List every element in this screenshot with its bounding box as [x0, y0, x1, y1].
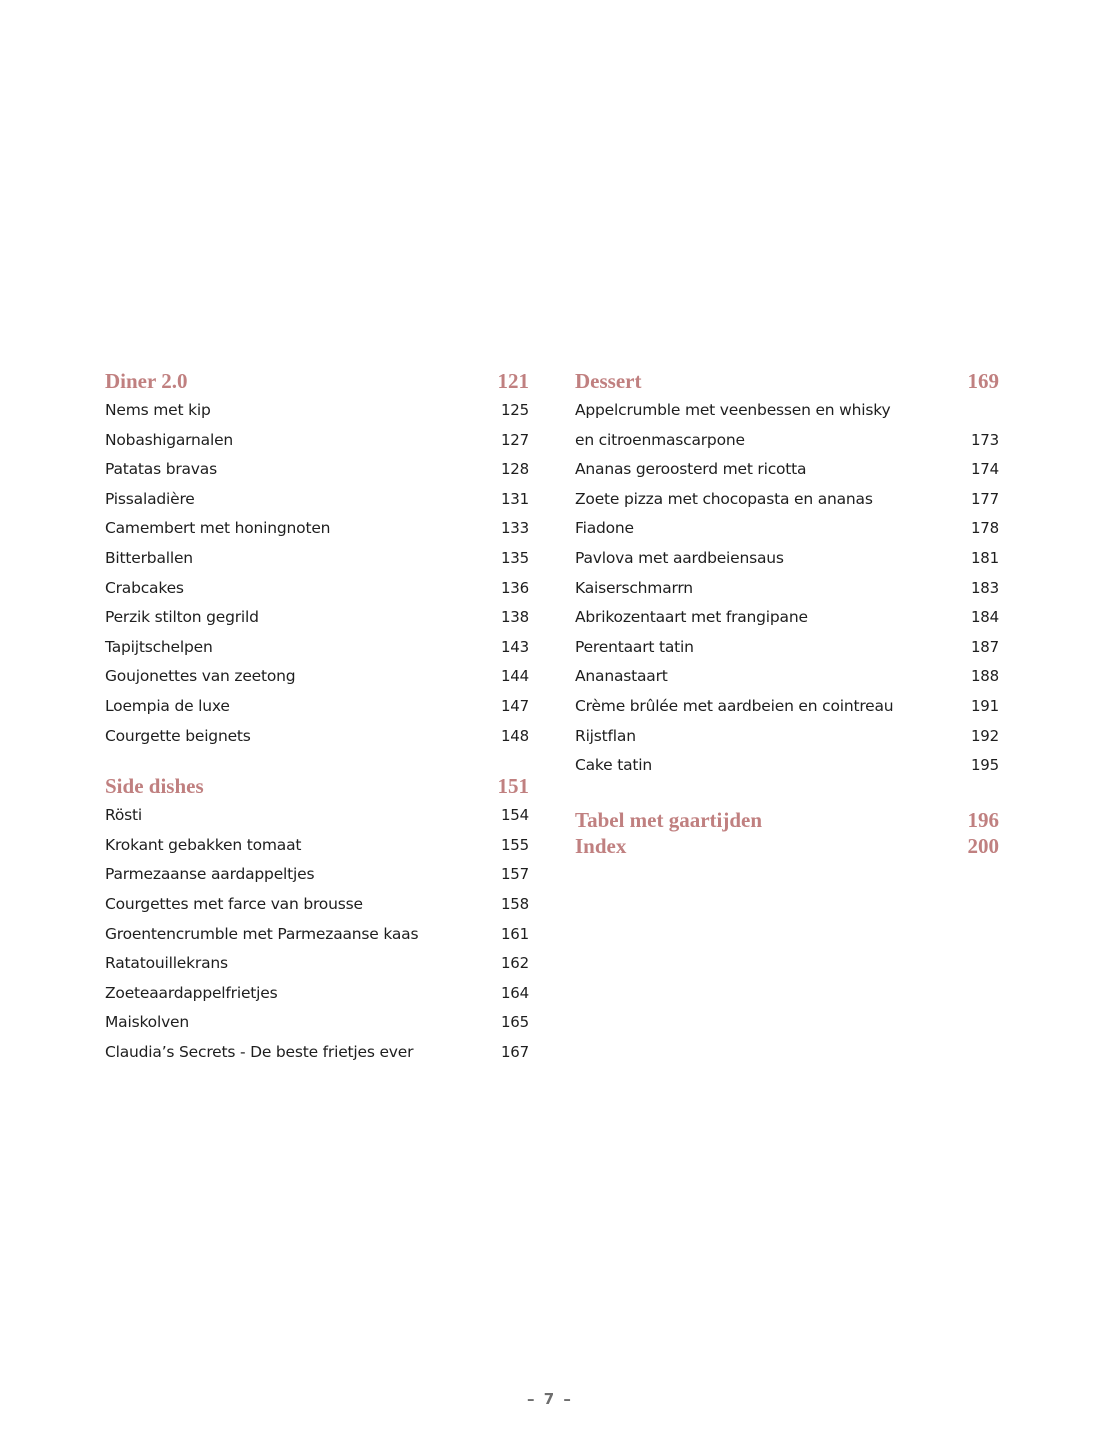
- toc-entry[interactable]: [105, 485, 529, 515]
- toc-entry-title: Bitterballen: [105, 548, 193, 567]
- toc-entry[interactable]: [575, 426, 999, 456]
- toc-entry[interactable]: [105, 426, 529, 456]
- toc-entry-page-number: 138: [500, 608, 529, 627]
- toc-entry[interactable]: [105, 1038, 529, 1068]
- toc-entry-title: Patatas bravas: [105, 460, 217, 479]
- toc-entry-title: Rijstflan: [575, 726, 636, 745]
- toc-entry-page-number: 184: [970, 608, 999, 627]
- toc-entry-page-number: 178: [970, 519, 999, 538]
- toc-entry-page-number: 165: [500, 1013, 529, 1032]
- toc-entry[interactable]: [105, 662, 529, 692]
- toc-entry-title: Ananas geroosterd met ricotta: [575, 460, 807, 479]
- toc-entry-title: Crabcakes: [105, 578, 184, 597]
- toc-entry-page-number: 128: [500, 460, 529, 479]
- toc-entry-page-number: 155: [500, 835, 529, 854]
- toc-entry[interactable]: [575, 751, 999, 781]
- section-spacer: [105, 751, 529, 771]
- toc-entry[interactable]: [105, 949, 529, 979]
- toc-entry-page-number: 191: [970, 696, 999, 715]
- toc-entry-page-number: 127: [500, 430, 529, 449]
- toc-entry[interactable]: [105, 633, 529, 663]
- toc-entry[interactable]: [105, 890, 529, 920]
- toc-entry-title: Ratatouillekrans: [105, 954, 228, 973]
- toc-left-column: [105, 366, 529, 1067]
- toc-entry[interactable]: [575, 574, 999, 604]
- toc-entry-title: Goujonettes van zeetong: [105, 667, 296, 686]
- section-page-number: 169: [967, 369, 999, 393]
- section-heading[interactable]: [105, 771, 529, 801]
- toc-entry-title: Rösti: [105, 806, 143, 825]
- toc-entry[interactable]: [575, 633, 999, 663]
- toc-right-column: [575, 366, 999, 859]
- toc-entry[interactable]: [105, 455, 529, 485]
- toc-entry[interactable]: [575, 603, 999, 633]
- section-page-number: 121: [497, 369, 529, 393]
- section-heading[interactable]: [575, 833, 999, 859]
- section-heading[interactable]: [575, 807, 999, 833]
- section-title: Side dishes: [105, 774, 204, 799]
- toc-entry-title: Claudia’s Secrets - De beste frietjes ever: [105, 1042, 414, 1061]
- toc-entry-title: Pavlova met aardbeiensaus: [575, 548, 784, 567]
- toc-entry[interactable]: [105, 692, 529, 722]
- section-title: Tabel met gaartijden: [575, 807, 763, 832]
- toc-entry[interactable]: [575, 692, 999, 722]
- page-number: – 7 –: [527, 1390, 573, 1408]
- toc-entry-title: Perzik stilton gegrild: [105, 608, 259, 627]
- toc-entry[interactable]: [105, 831, 529, 861]
- toc-entry[interactable]: [105, 544, 529, 574]
- toc-entry[interactable]: [105, 603, 529, 633]
- toc-entry-title: Zoete pizza met chocopasta en ananas: [575, 489, 873, 508]
- toc-entry-title: Courgettes met farce van brousse: [105, 894, 363, 913]
- toc-entry-page-number: 143: [500, 637, 529, 656]
- toc-entry-page-number: 181: [970, 548, 999, 567]
- toc-entry[interactable]: [105, 1008, 529, 1038]
- toc-entry-title: Pissaladière: [105, 489, 195, 508]
- toc-entry-page-number: 173: [970, 430, 999, 449]
- toc-entry[interactable]: [105, 574, 529, 604]
- toc-entry-title: Cake tatin: [575, 756, 652, 775]
- section-page-number: 200: [967, 833, 999, 858]
- toc-entry-page-number: 164: [500, 983, 529, 1002]
- toc-entry[interactable]: [575, 722, 999, 752]
- toc-entry-title: Appelcrumble met veenbessen en whisky: [575, 401, 891, 419]
- toc-entry-page-number: 154: [500, 806, 529, 825]
- toc-entry-title: Loempia de luxe: [105, 696, 230, 715]
- toc-entry-title: Courgette beignets: [105, 726, 251, 745]
- toc-entry-page-number: 147: [500, 696, 529, 715]
- toc-entry-page-number: 144: [500, 667, 529, 686]
- toc-entry-title: Tapijtschelpen: [105, 637, 213, 656]
- toc-entry[interactable]: [105, 920, 529, 950]
- toc-entry-page-number: 167: [500, 1042, 529, 1061]
- toc-entry-page-number: 133: [500, 519, 529, 538]
- toc-entry-page-number: 131: [500, 489, 529, 508]
- toc-entry[interactable]: [105, 801, 529, 831]
- section-title: Dessert: [575, 369, 642, 393]
- toc-entry-page-number: 195: [970, 756, 999, 775]
- toc-entry-page-number: 125: [500, 401, 529, 419]
- toc-entry-title: Ananastaart: [575, 667, 668, 686]
- toc-entry-title: Camembert met honingnoten: [105, 519, 331, 538]
- toc-entry[interactable]: [575, 662, 999, 692]
- toc-entry-page-number: 188: [970, 667, 999, 686]
- toc-entry-title: Nobashigarnalen: [105, 430, 234, 449]
- toc-entry-page-number: 174: [970, 460, 999, 479]
- toc-entry[interactable]: [575, 544, 999, 574]
- toc-entry-title: Abrikozentaart met frangipane: [575, 608, 808, 627]
- toc-entry-page-number: 135: [500, 548, 529, 567]
- toc-entry-page-number: 148: [500, 726, 529, 745]
- toc-entry-title: Maiskolven: [105, 1013, 189, 1032]
- toc-entry-title: Krokant gebakken tomaat: [105, 835, 302, 854]
- toc-entry-title: en citroenmascarpone: [575, 430, 745, 449]
- toc-entry[interactable]: [105, 860, 529, 890]
- toc-entry-page-number: 183: [970, 578, 999, 597]
- toc-entry[interactable]: [575, 455, 999, 485]
- toc-entry-title: Groentencrumble met Parmezaanse kaas: [105, 924, 419, 943]
- toc-entry-title: Parmezaanse aardappeltjes: [105, 865, 315, 884]
- toc-entry-page-number: 136: [500, 578, 529, 597]
- toc-entry-title: Perentaart tatin: [575, 637, 694, 656]
- toc-entry-page-number: 162: [500, 954, 529, 973]
- toc-entry[interactable]: [105, 514, 529, 544]
- section-page-number: 196: [967, 807, 999, 832]
- toc-entry-page-number: 177: [970, 489, 999, 508]
- section-title: Diner 2.0: [105, 369, 188, 393]
- toc-entry-page-number: 192: [970, 726, 999, 745]
- toc-entry-page-number: 161: [500, 924, 529, 943]
- toc-entry-page-number: 158: [500, 894, 529, 913]
- toc-entry-title: Crème brûlée met aardbeien en cointreau: [575, 696, 894, 715]
- toc-entry-page-number: 157: [500, 865, 529, 884]
- section-heading[interactable]: [105, 366, 529, 396]
- section-spacer: [575, 781, 999, 807]
- toc-entry[interactable]: [105, 722, 529, 752]
- toc-entry[interactable]: [575, 514, 999, 544]
- toc-entry[interactable]: [575, 485, 999, 515]
- toc-entry-title: Fiadone: [575, 519, 634, 538]
- section-page-number: 151: [497, 774, 529, 799]
- toc-entry-title: Zoeteaardappelfrietjes: [105, 983, 278, 1002]
- toc-entry[interactable]: [105, 396, 529, 426]
- toc-entry[interactable]: [105, 979, 529, 1009]
- toc-entry-page-number: 187: [970, 637, 999, 656]
- section-heading[interactable]: [575, 366, 999, 396]
- toc-entry-title: Kaiserschmarrn: [575, 578, 693, 597]
- toc-entry-title: Nems met kip: [105, 401, 211, 419]
- toc-entry[interactable]: [575, 396, 999, 426]
- section-title: Index: [575, 833, 627, 858]
